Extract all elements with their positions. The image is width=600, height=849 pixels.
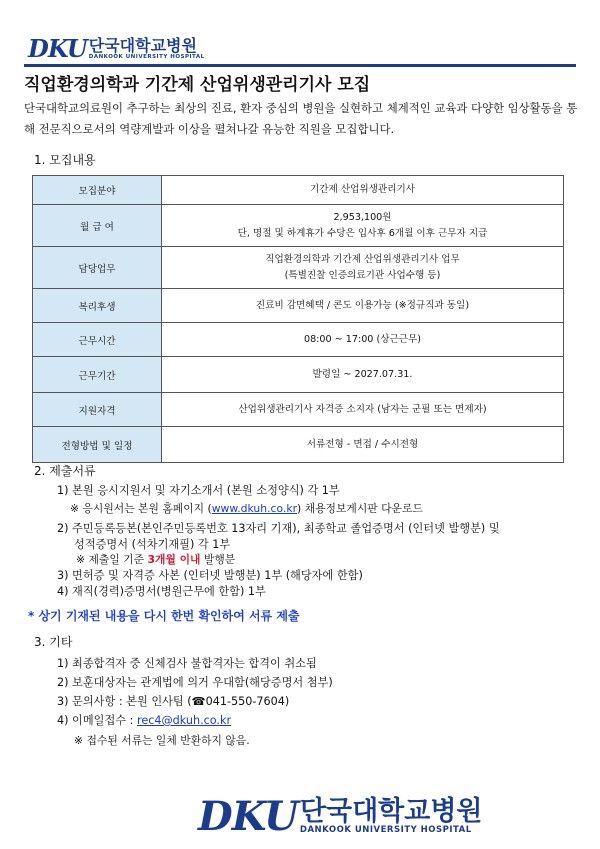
row-value-line: 단, 명절 및 하계휴가 수당은 입사후 6개월 이후 근무자 지급 [237,227,488,239]
row-label: 전형방법 및 일정 [33,427,162,463]
hospital-name-en: DANKOOK UNIVERSITY HOSPITAL [88,54,205,60]
dku-logo-mark: DKU [198,793,298,840]
other-item-3: 3) 문의사항 : 본원 인사팀 (☎041-550-7604) [57,695,290,708]
note-text: ) 채용정보게시판 다운로드 [297,502,423,515]
table-row [33,357,564,393]
row-value-line: 진료비 감면혜택 / 콘도 이용가능 (※정규직과 동일) [255,299,470,311]
recruitment-table [32,175,564,463]
row-value-line: 서류전형 - 면접 / 수시전형 [306,438,419,450]
section-heading-other: 3. 기타 [34,635,73,649]
documents-item-3: 3) 면허증 및 자격증 사본 (인터넷 발행분) 1부 (해당자에 한함) [57,569,363,582]
hospital-logo-bottom [198,793,483,840]
hospital-logo-top [28,34,205,63]
row-label: 근무시간 [33,323,162,357]
row-value-line: 산업위생관리기사 자격증 소지자 (남자는 군필 또는 면제자) [238,403,487,415]
documents-item-2: 2) 주민등록등본(본인주민등록번호 13자리 기재), 최종학교 졸업증명서 (인터넷 발행분) 및 [57,522,500,535]
table-row [33,247,564,289]
row-label: 복리후생 [33,289,162,323]
documents-note-2 [76,552,235,568]
table-row [33,393,564,427]
hospital-name: 단국대학교병원 [88,36,197,55]
row-value-line: 직업환경의학과 기간제 산업위생관리기사 업무 [265,253,460,265]
row-label: 근무기간 [33,357,162,393]
documents-note-1 [70,501,423,517]
row-value [162,393,564,427]
row-value [162,427,564,463]
documents-item-2-cont: 성적증명서 (석차기재필) 각 1부 [74,538,231,551]
row-label: 월 급 여 [33,205,162,247]
intro-paragraph: 단국대학교의료원이 추구하는 최상의 진료, 환자 중심의 병원을 실현하고 체계적인 교육과 다양한 임상활동을 통해 전문직으로서의 역량계발과 이상을 펼쳐나갈 유능한 직원을 모집합니다. [24,101,578,136]
note-text: 발행분 [200,553,236,566]
row-value-line: 기간제 산업위생관리기사 [310,184,415,195]
row-value [162,205,564,247]
validity-period: 3개월 이내 [147,553,201,566]
other-note: ※ 접수된 서류는 일체 반환하지 않음. [74,734,250,747]
other-item-1: 1) 최종합격자 중 신체검사 불합격자는 합격이 취소됨 [57,657,317,670]
email-link[interactable]: rec4@dkuh.co.kr [136,714,232,727]
table-row [33,176,564,205]
section-heading-documents: 2. 제출서류 [34,464,96,478]
note-text: ※ 응시원서는 본원 홈페이지 ( [70,502,212,515]
row-label: 지원자격 [33,393,162,427]
row-value-line: (특별진찰 인증의료기관 사업수행 등) [284,269,441,281]
row-value [162,247,564,289]
hospital-name-en: DANKOOK UNIVERSITY HOSPITAL [299,825,472,835]
row-value [162,176,564,205]
other-item-4 [57,713,231,729]
page-title: 직업환경의학과 기간제 산업위생관리기사 모집 [24,75,371,95]
row-value [162,289,564,323]
other-item-2: 2) 보훈대상자는 관계법에 의거 우대함(해당증명서 첨부) [57,676,333,689]
table-row [33,323,564,357]
row-value-line: 발령일 ~ 2027.07.31. [312,368,413,380]
table-row [33,205,564,247]
section-heading-recruitment: 1. 모집내용 [34,153,96,167]
table-row [33,289,564,323]
documents-item-4: 4) 재직(경력)증명서(병원근무에 한함) 1부 [57,585,266,598]
emphasis-note: * 상기 기재된 내용을 다시 한번 확인하여 서류 제출 [28,609,300,623]
row-value-line: 08:00 ~ 17:00 (상근근무) [303,333,422,345]
homepage-link[interactable]: www.dkuh.co.kr [211,502,298,515]
item-text: 4) 이메일접수 : [57,714,137,727]
note-text: ※ 제출일 기준 [76,553,148,566]
dku-logo-mark: DKU [28,34,87,63]
table-row [33,427,564,463]
hospital-name: 단국대학교병원 [299,796,483,827]
row-label: 담당업무 [33,247,162,289]
row-label: 모집분야 [33,176,162,205]
documents-item-1: 1) 본원 응시지원서 및 자기소개서 (본원 소정양식) 각 1부 [57,484,340,497]
row-value [162,357,564,393]
row-value-line: 2,953,100원 [333,211,392,223]
header-divider [24,64,576,67]
row-value [162,323,564,357]
